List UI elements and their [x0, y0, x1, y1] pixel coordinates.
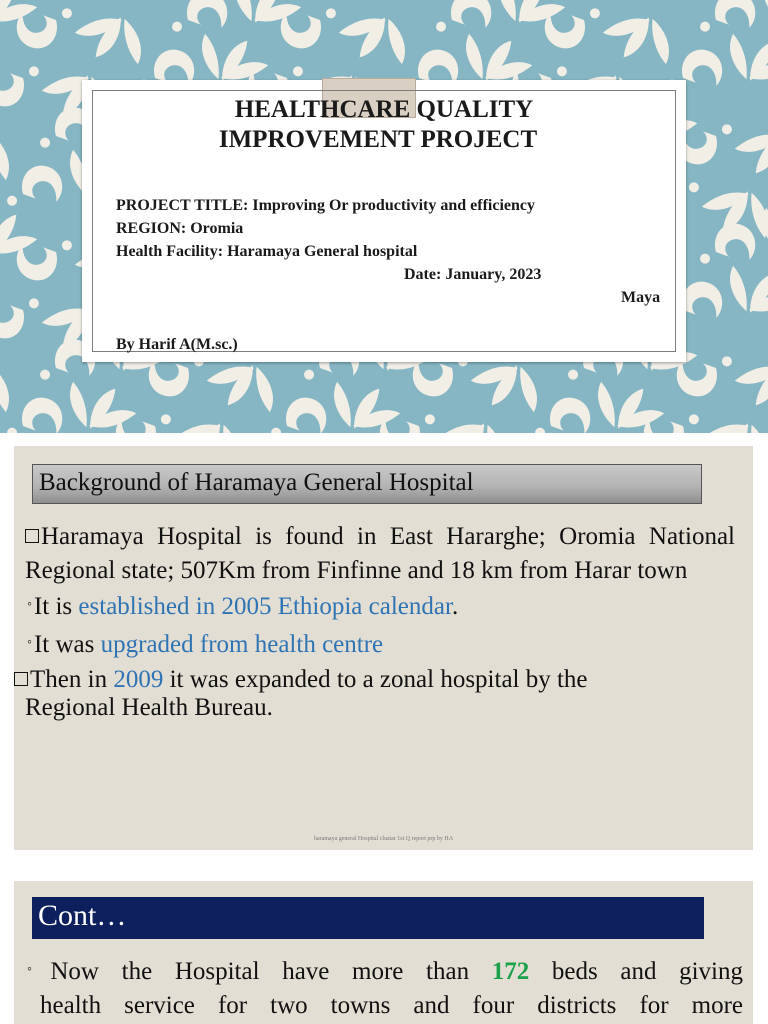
bullet-paragraph-upgraded — [25, 626, 743, 662]
beds-suffix: beds and giving — [529, 958, 743, 985]
cont-heading: Cont… — [38, 899, 127, 932]
main-title — [82, 95, 686, 155]
leaf-motif — [60, 374, 142, 433]
leaf-motif — [69, 4, 151, 71]
bullet-paragraph-location — [14, 520, 735, 588]
leaf-motif — [720, 258, 768, 325]
date-line: Date: January, 2023 — [404, 266, 542, 283]
leaf-motif — [168, 410, 250, 433]
continued-slide — [14, 881, 753, 1024]
expanded-rest-line2: Regional Health Bureau. — [25, 694, 273, 721]
upgraded-prefix: It was — [33, 631, 101, 658]
cont-bullet-line1 — [25, 953, 743, 989]
swirl-motif — [0, 284, 40, 347]
project-title-line: PROJECT TITLE: Improving Or productivity and efficiency — [116, 197, 536, 214]
cont-bullet-line2: health service for two towns and four districts for more — [40, 992, 743, 1019]
bullet-paragraph-expanded — [14, 666, 743, 722]
place-line: Maya — [621, 289, 661, 306]
facility-line: Health Facility: Haramaya General hospital — [116, 243, 418, 260]
leaf-motif — [333, 4, 415, 71]
leaf-motif — [324, 374, 406, 433]
leaf-motif — [489, 432, 571, 433]
slide-footer: haramaya general Hospital clustar 1st Q report prp by HA — [313, 836, 454, 842]
swirl-motif — [270, 389, 333, 433]
bullet-paragraph-established — [25, 588, 743, 624]
swirl-motif — [11, 226, 74, 289]
slide-body — [25, 520, 743, 722]
leaf-motif — [753, 0, 768, 36]
slide-heading: Background of Haramaya General Hospital — [39, 469, 474, 496]
leaf-motif — [225, 0, 307, 36]
leaf-motif — [225, 432, 307, 433]
upgraded-highlight: upgraded from health centre — [100, 631, 384, 658]
title-card — [82, 80, 686, 362]
main-title-line1: HEALTHCARE QUALITY — [234, 96, 534, 123]
swirl-motif — [6, 389, 69, 433]
ring-bullet-icon: ◦ — [27, 962, 49, 977]
square-bullet-icon — [14, 672, 28, 686]
leaf-motif — [0, 432, 43, 433]
leaf-motif — [432, 410, 514, 433]
leaf-motif — [597, 4, 679, 71]
swirl-motif — [699, 0, 762, 46]
swirl-motif — [171, 0, 234, 46]
title-slide — [0, 0, 768, 433]
location-text: Haramaya Hospital is found in East Hararghe; Oromia National Regional state; 507Km from Finfinne and 18 km from Harar town — [25, 523, 735, 584]
established-prefix: It is — [33, 593, 79, 620]
leaf-motif — [720, 26, 768, 93]
swirl-motif — [699, 215, 762, 278]
leaf-motif — [489, 0, 571, 36]
swirl-motif — [534, 389, 597, 433]
region-line: REGION: Oromia — [116, 220, 244, 237]
cont-body — [27, 953, 743, 1023]
ring-bullet-icon: ◦ — [27, 635, 32, 650]
beds-number: 172 — [491, 958, 530, 985]
square-bullet-icon — [25, 529, 39, 543]
author-line: By Harif A(M.sc.) — [116, 336, 238, 353]
swirl-motif — [0, 52, 40, 115]
established-suffix: . — [451, 593, 459, 620]
leaf-motif — [465, 352, 547, 419]
leaf-motif — [588, 374, 670, 433]
expanded-year: 2009 — [113, 666, 164, 693]
leaf-motif — [729, 120, 768, 187]
expanded-prefix: Then in — [30, 666, 114, 693]
background-slide — [14, 446, 753, 850]
swirl-motif — [435, 0, 498, 46]
established-highlight: established in 2005 Ethiopia calendar — [78, 593, 452, 620]
main-title-line2: IMPROVEMENT PROJECT — [218, 126, 538, 153]
cont-heading-bar — [32, 897, 704, 939]
expanded-rest: it was expanded to a zonal hospital by the — [163, 666, 588, 693]
leaf-motif — [696, 410, 768, 433]
leaf-motif — [0, 352, 19, 419]
slide-heading-box — [32, 464, 702, 504]
swirl-motif — [6, 157, 69, 220]
ring-bullet-icon: ◦ — [27, 597, 32, 612]
leaf-motif — [729, 352, 768, 419]
leaf-motif — [0, 120, 19, 187]
beds-prefix: Now the Hospital have more than — [50, 958, 492, 985]
leaf-motif — [201, 352, 283, 419]
